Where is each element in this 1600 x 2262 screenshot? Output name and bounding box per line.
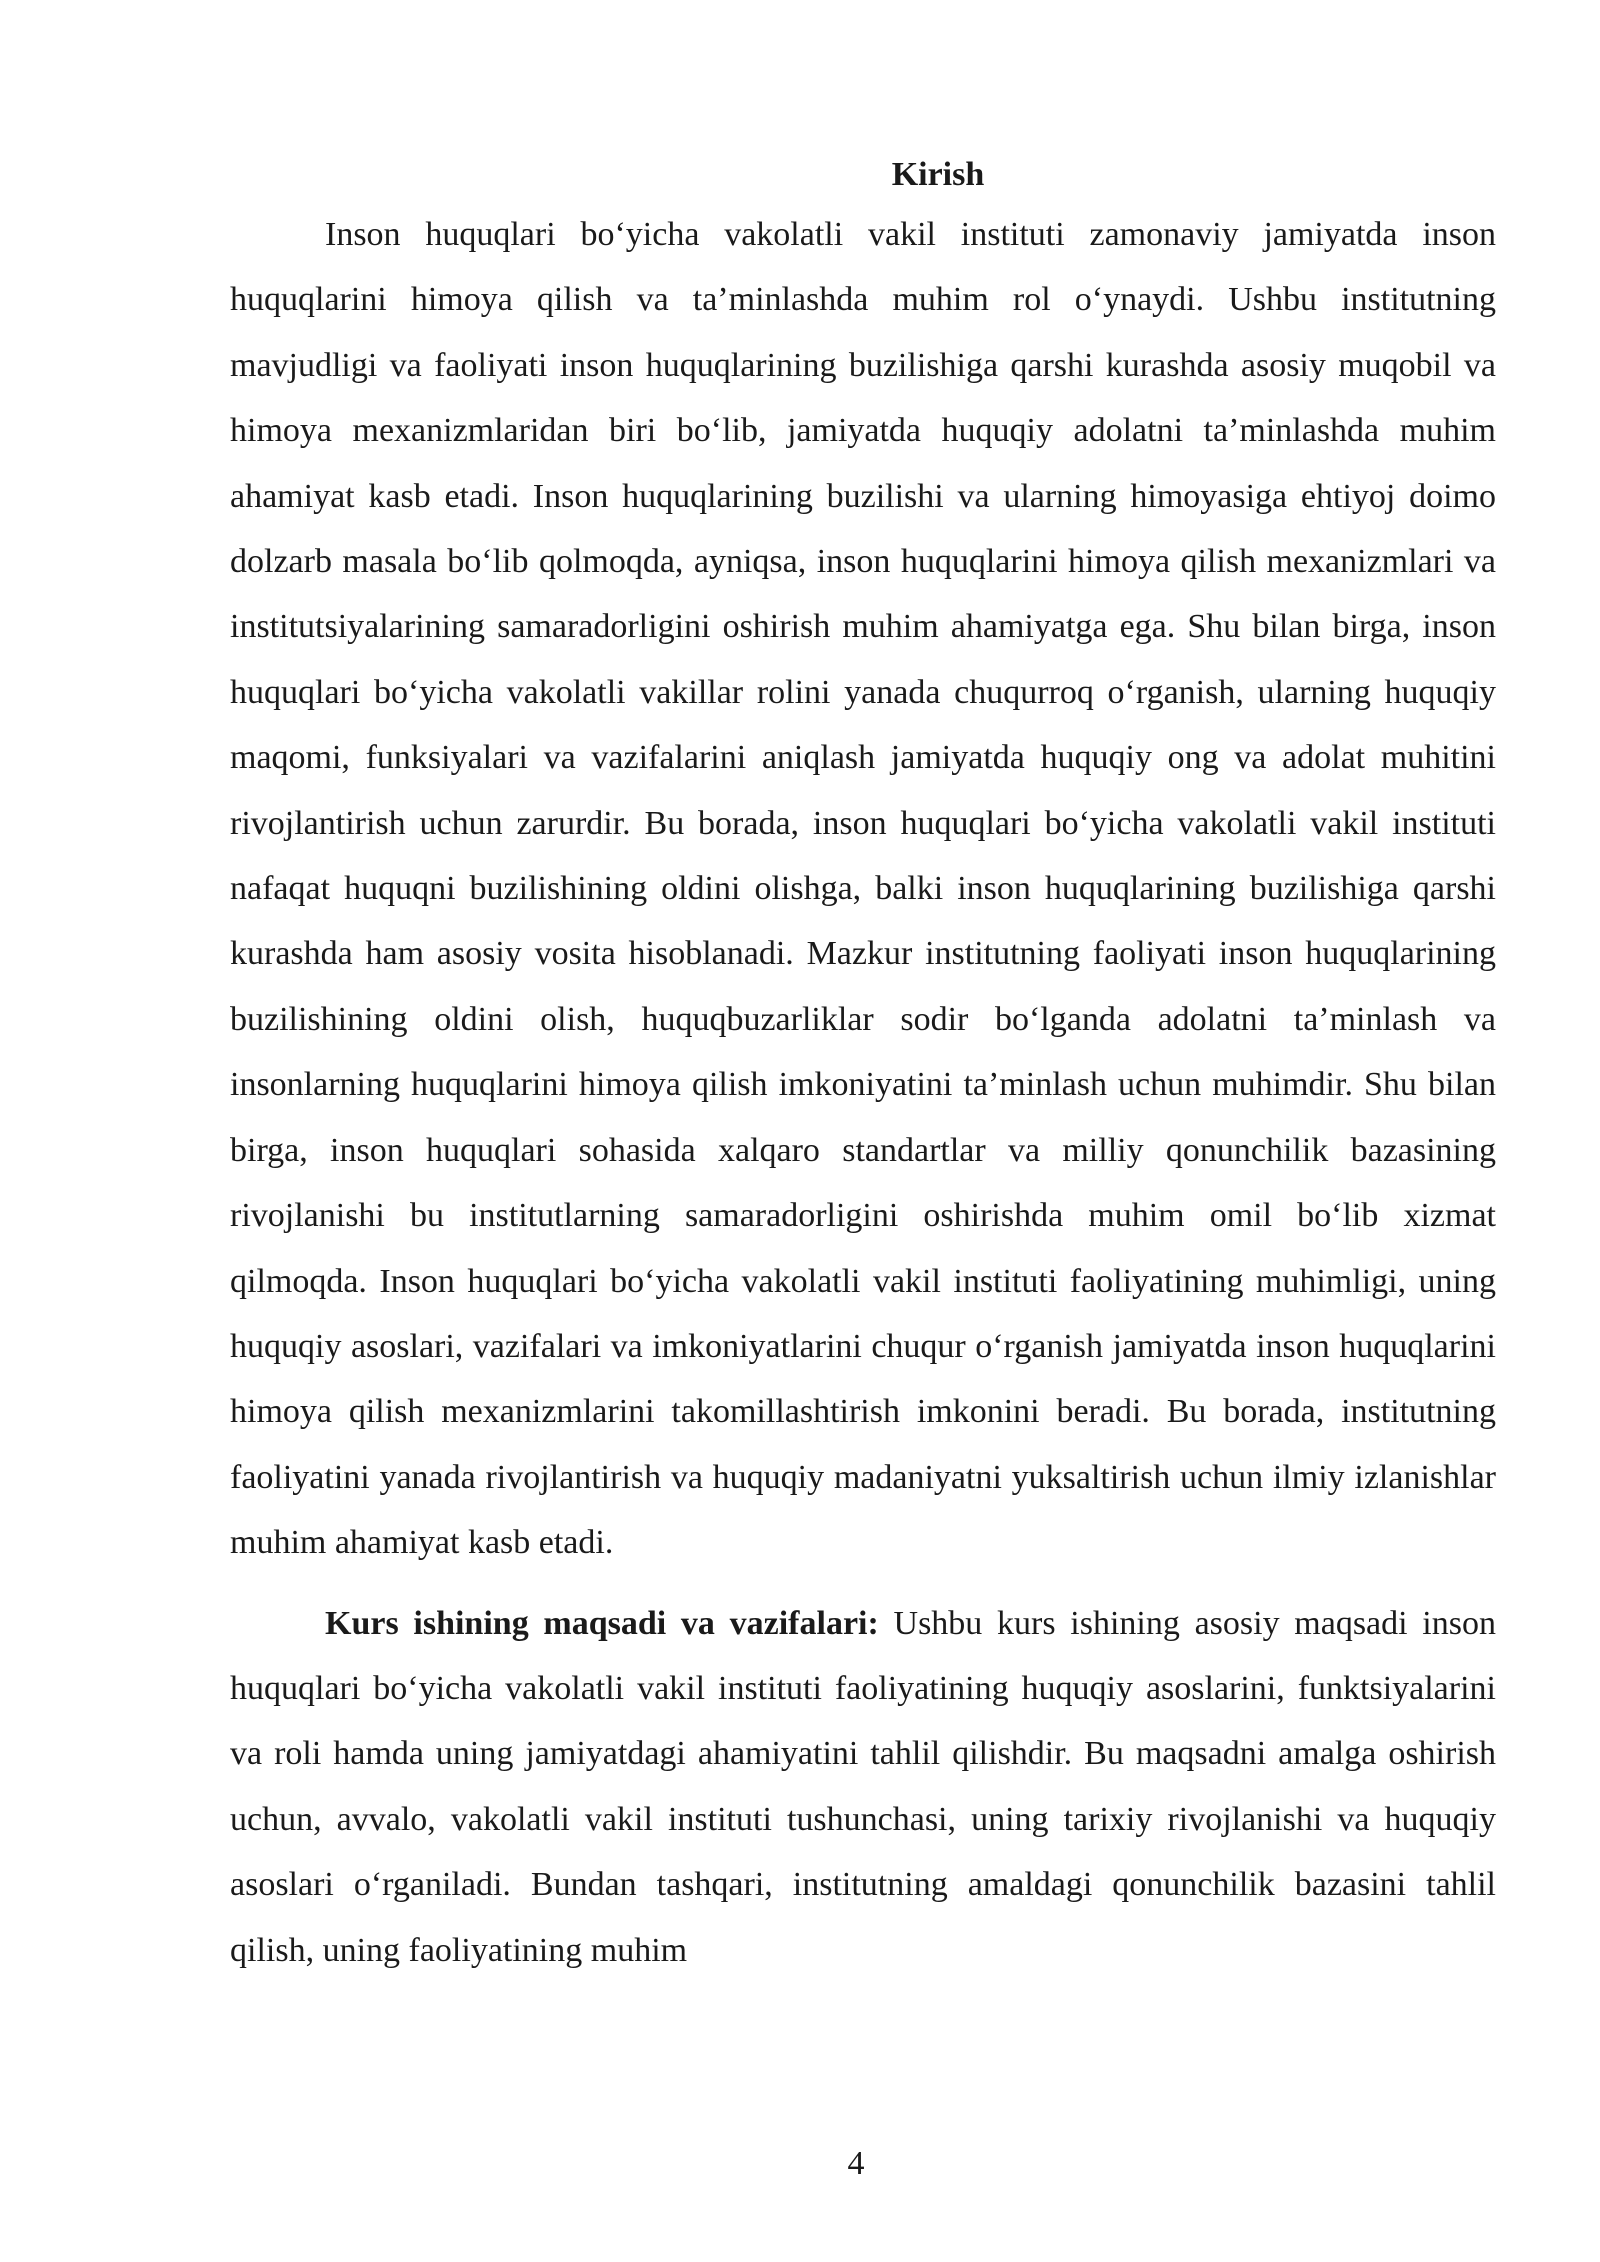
goals-paragraph-lead: Kurs ishining maqsadi va vazifalari:: [325, 1604, 879, 1642]
goals-paragraph: [230, 1591, 1496, 1983]
goals-paragraph-text: Ushbu kurs ishining asosiy maqsadi inson huquqlari bo‘yicha vakolatli vakil instituti faoliyatining huquqiy asoslarini, funktsiyalarini va roli hamda uning jamiyatdagi ahamiyatini tahlil qilishdir. Bu maqsadni amalga oshirish uchun, avvalo, vakolatli vakil instituti tushunchasi, uning tarixiy rivojlanishi va huquqiy asoslari o‘rganiladi. Bundan tashqari, institutning amaldagi qonunchilik bazasini tahlil qilish, uning faoliyatining muhim: [230, 1604, 1496, 1969]
page-number: 4: [847, 2145, 865, 2182]
section-heading: Kirish: [891, 156, 985, 193]
intro-paragraph: Inson huquqlari bo‘yicha vakolatli vakil instituti zamonaviy jamiyatda inson huquqlarini himoya qilish va ta’minlashda muhim rol o‘ynaydi. Ushbu institutning mavjudligi va faoliyati inson huquqlarining buzilishiga qarshi kurashda asosiy muqobil va himoya mexanizmlaridan biri bo‘lib, jamiyatda huquqiy adolatni ta’minlashda muhim ahamiyat kasb etadi. Inson huquqlarining buzilishi va ularning himoyasiga ehtiyoj doimo dolzarb masala bo‘lib qolmoqda, ayniqsa, inson huquqlarini himoya qilish mexanizmlari va institutsiyalarining samaradorligini oshirish muhim ahamiyatga ega. Shu bilan birga, inson huquqlari bo‘yicha vakolatli vakillar rolini yanada chuqurroq o‘rganish, ularning huquqiy maqomi, funksiyalari va vazifalarini aniqlash jamiyatda huquqiy ong va adolat muhitini rivojlantirish uchun zarurdir. Bu borada, inson huquqlari bo‘yicha vakolatli vakil instituti nafaqat huquqni buzilishining oldini olishga, balki inson huquqlarining buzilishiga qarshi kurashda ham asosiy vosita hisoblanadi. Mazkur institutning faoliyati inson huquqlarining buzilishining oldini olish, huquqbuzarliklar sodir bo‘lganda adolatni ta’minlash va insonlarning huquqlarini himoya qilish imkoniyatini ta’minlash uchun muhimdir. Shu bilan birga, inson huquqlari sohasida xalqaro standartlar va milliy qonunchilik bazasining rivojlanishi bu institutlarning samaradorligini oshirishda muhim omil bo‘lib xizmat qilmoqda. Inson huquqlari bo‘yicha vakolatli vakil instituti faoliyatining muhimligi, uning huquqiy asoslari, vazifalari va imkoniyatlarini chuqur o‘rganish jamiyatda inson huquqlarini himoya qilish mexanizmlarini takomillashtirish imkonini beradi. Bu borada, institutning faoliyatini yanada rivojlantirish va huquqiy madaniyatni yuksaltirish uchun ilmiy izlanishlar muhim ahamiyat kasb etadi.: [230, 216, 1496, 1562]
page-content: [230, 148, 1496, 1983]
